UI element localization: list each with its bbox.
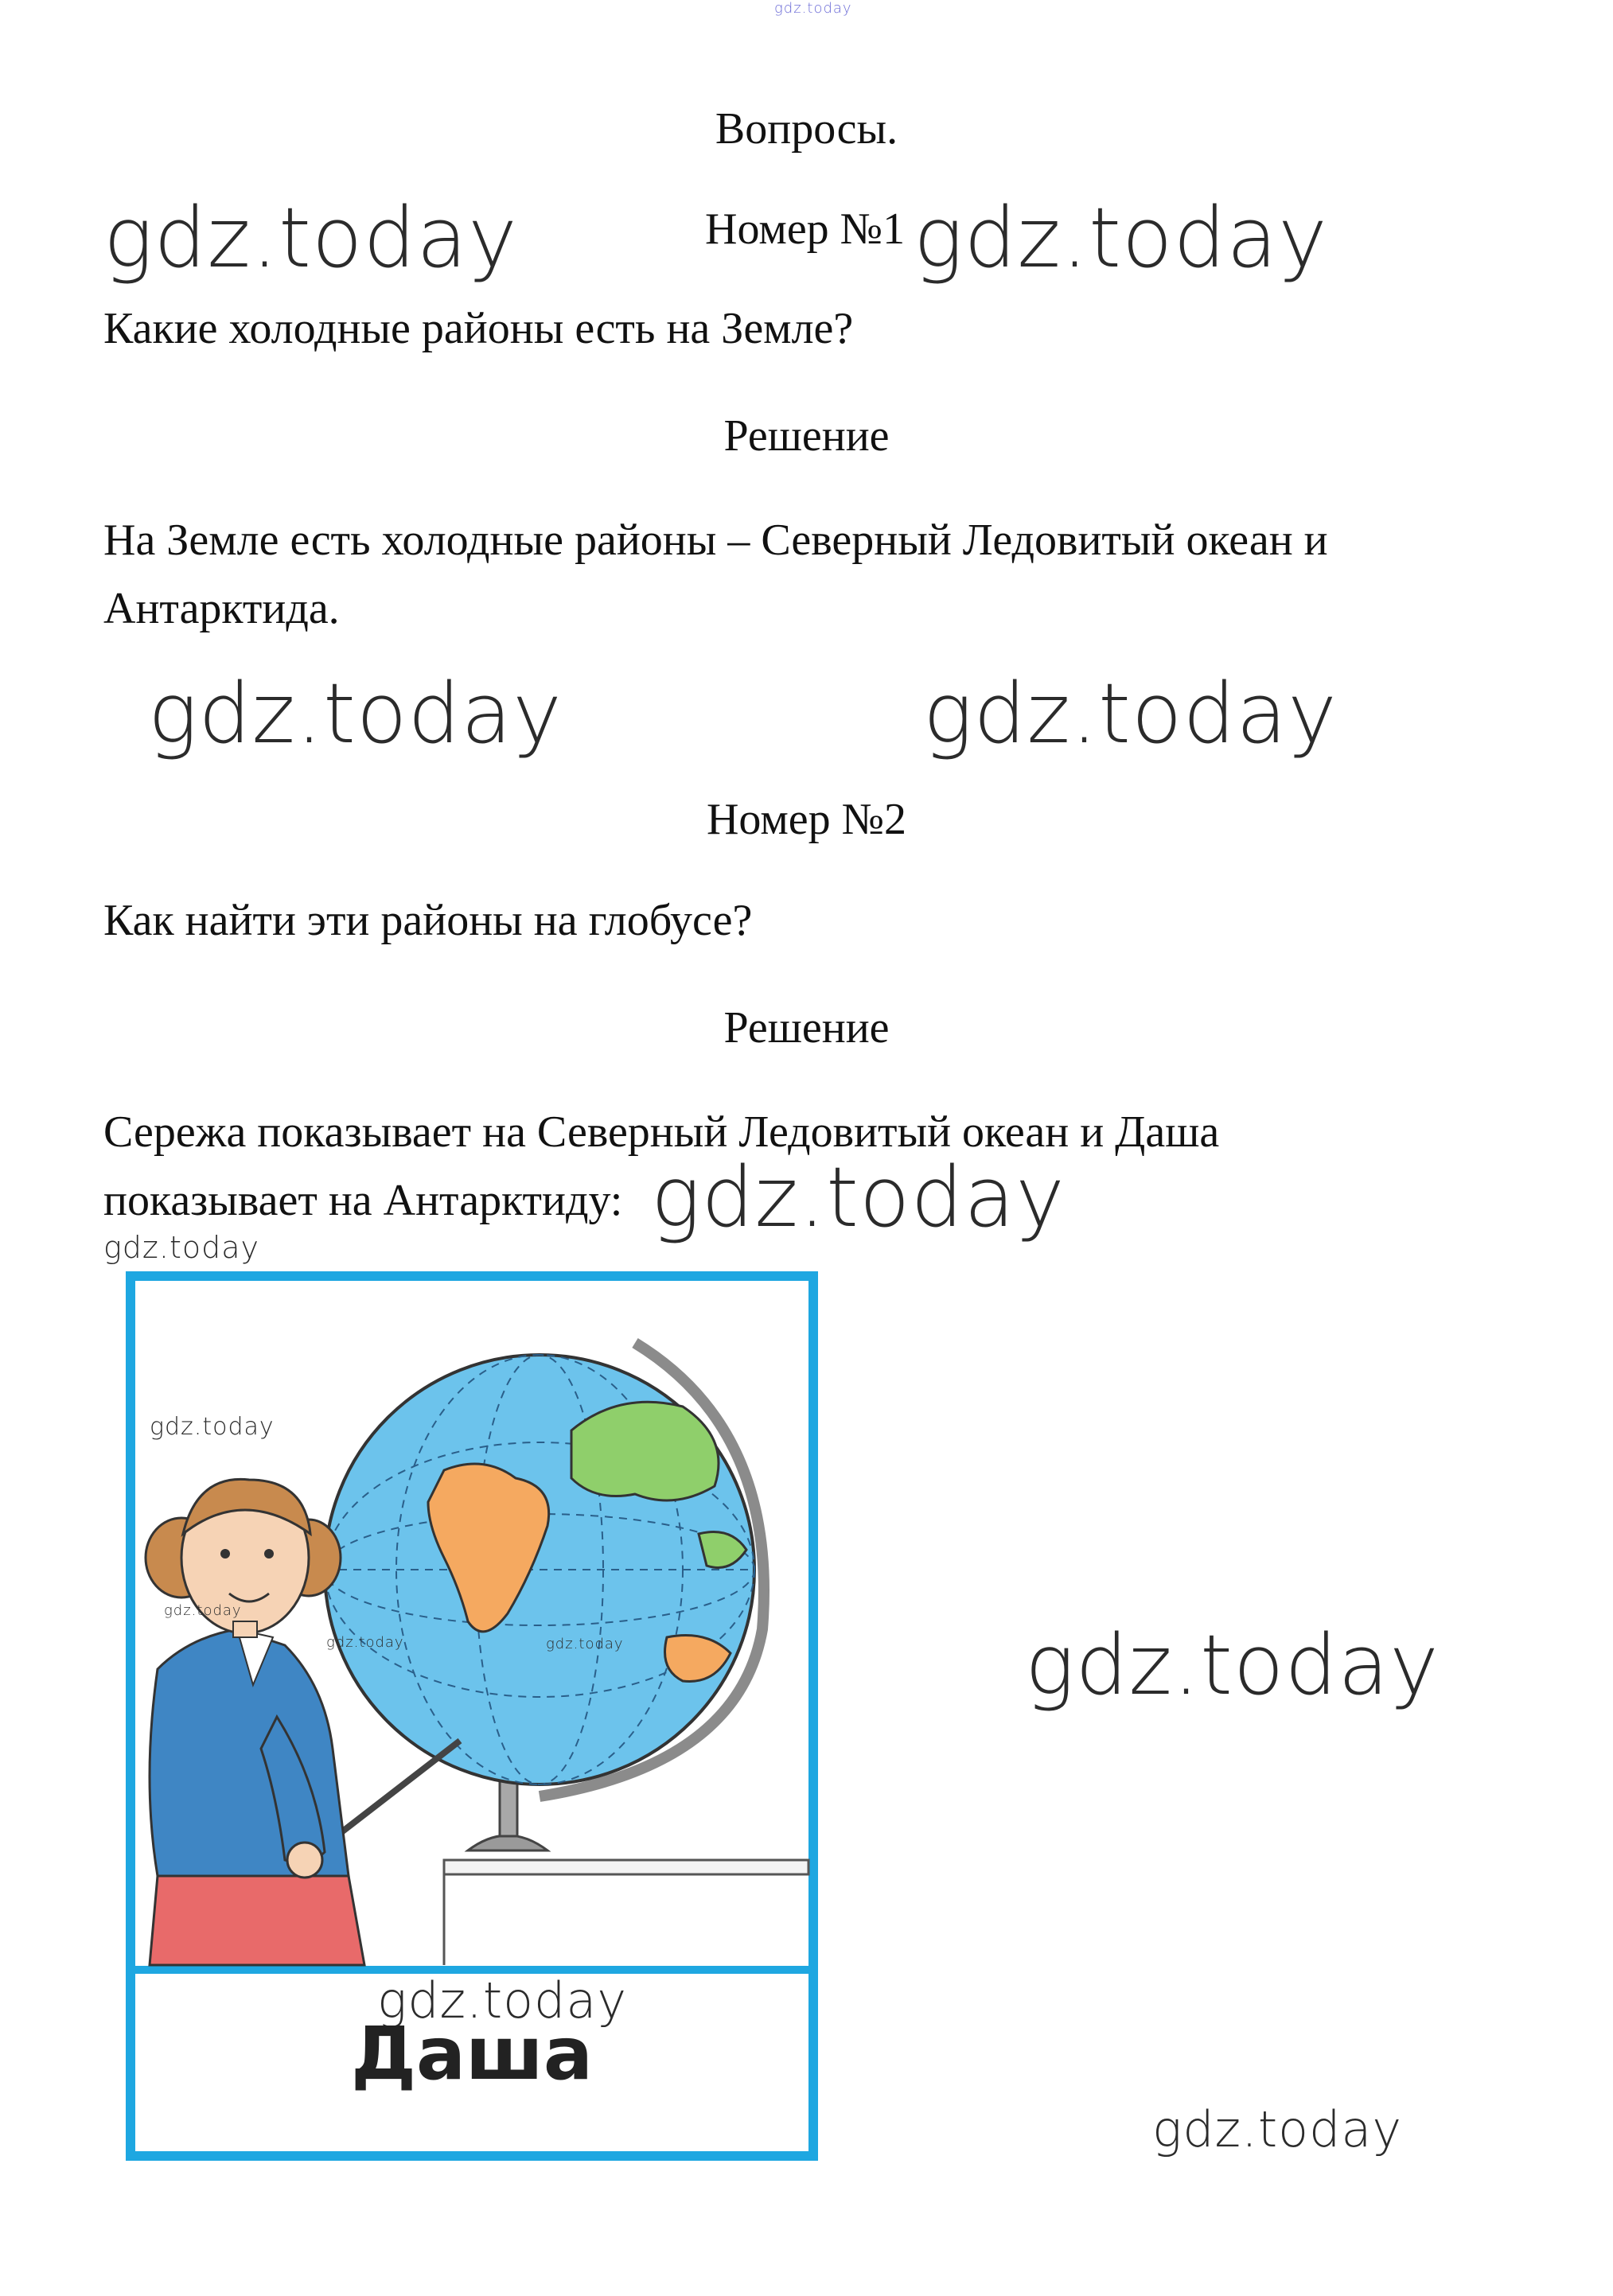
girl-skirt [150,1876,364,1965]
watermark-top: gdz.today [774,0,852,17]
girl-eye-right [264,1549,274,1559]
page-title: Вопросы. [715,104,898,154]
question-2-answer-line-1: Сережа показывает на Северный Ледовитый океан и Даша [103,1107,1220,1157]
table-top [444,1860,808,1874]
question-2-text: Как найти эти районы на глобусе? [103,896,753,945]
watermark: gdz.today [1025,1617,1440,1714]
watermark: gdz.today [377,1971,628,2029]
globe-post [500,1780,517,1836]
watermark: gdz.today [1152,2100,1403,2158]
question-1-text: Какие холодные районы есть на Земле? [103,304,854,353]
question-2-number: Номер №2 [706,795,907,844]
illustration-card [126,1271,818,2161]
question-1-answer-line-2: Антарктида. [103,584,340,633]
question-1-solution-heading: Решение [723,411,890,461]
watermark: gdz.today [651,1149,1066,1246]
question-1-answer-line-1: На Земле есть холодные районы – Северный Ледовитый океан и [103,516,1328,565]
watermark: gdz.today [326,1634,404,1651]
watermark: gdz.today [164,1602,242,1619]
watermark: gdz.today [103,1230,259,1265]
girl-eye-left [220,1549,230,1559]
girl-hand [287,1843,322,1878]
girl-neck [233,1621,257,1637]
watermark: gdz.today [148,665,563,762]
watermark: gdz.today [923,665,1338,762]
question-1-number: Номер №1 [705,204,906,254]
watermark: gdz.today [914,189,1328,286]
question-2-solution-heading: Решение [723,1003,890,1053]
illustration-caption: Даша [351,2011,593,2096]
eurasia [571,1402,719,1500]
watermark: gdz.today [103,189,518,286]
watermark: gdz.today [150,1413,275,1441]
question-2-answer-line-2: показывает на Антарктиду: [103,1176,623,1225]
watermark: gdz.today [546,1636,624,1652]
